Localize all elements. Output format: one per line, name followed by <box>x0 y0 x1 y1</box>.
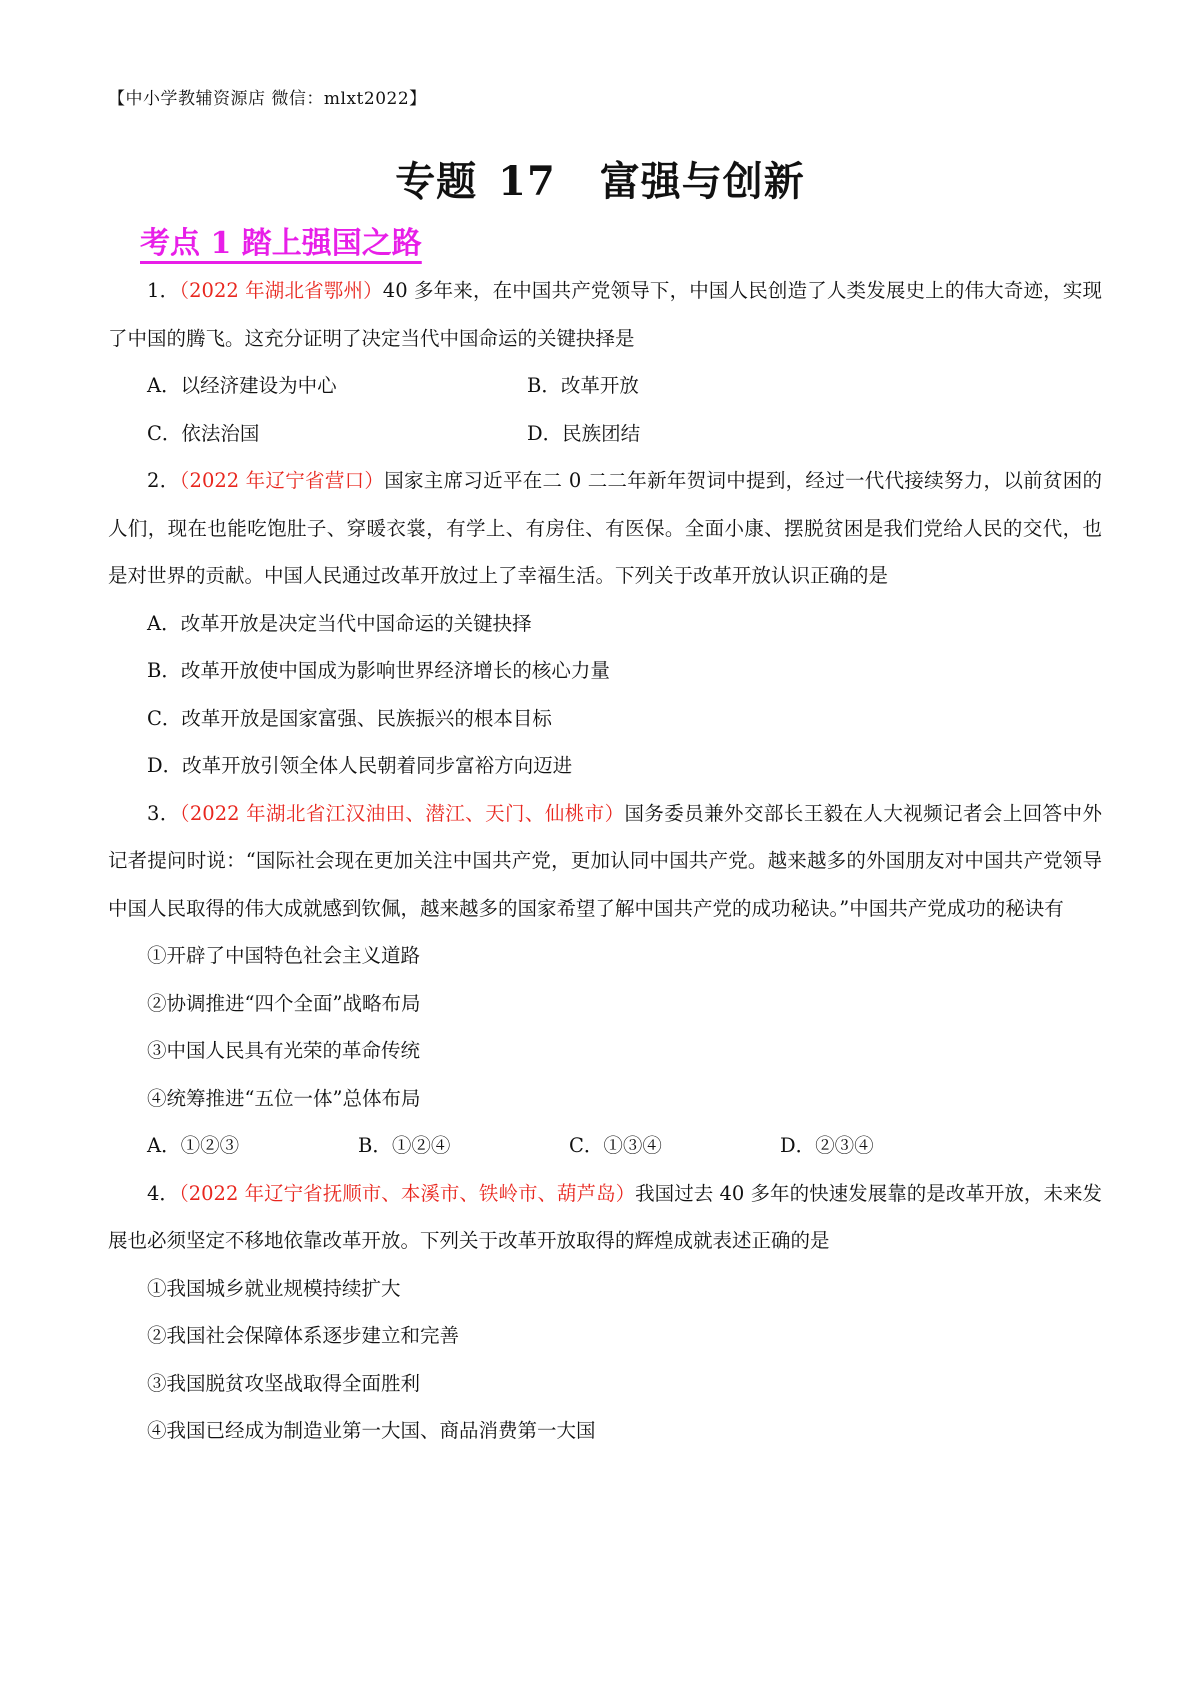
option-c[interactable]: C．依法治国 <box>147 421 260 445</box>
title-prefix: 专题 <box>395 158 478 205</box>
statement-item: ③中国人民具有光荣的革命传统 <box>147 1039 421 1062</box>
statement-item: ④我国已经成为制造业第一大国、商品消费第一大国 <box>147 1419 596 1442</box>
page-title <box>0 150 1200 207</box>
question-source: （2022 年辽宁省抚顺市、本溪市、铁岭市、葫芦岛） <box>178 1181 636 1205</box>
question-number: 2． <box>147 469 180 492</box>
statement-item: ①我国城乡就业规模持续扩大 <box>147 1276 401 1300</box>
option-a[interactable]: A．以经济建设为中心 <box>147 374 337 397</box>
question-text: 40 多年来，在中国共产党领导下，中国人民创造了人类发展史上的伟大奇迹，实现了中国的腾飞。这充分证明了决定当代中国命运的关键抉择是 <box>108 279 1102 350</box>
question-source: （2022 年湖北省江汉油田、潜江、天门、仙桃市） <box>179 801 625 825</box>
question-number: 4． <box>147 1181 179 1205</box>
question-stem <box>108 1170 1102 1265</box>
option-c[interactable]: C．改革开放是国家富强、民族振兴的根本目标 <box>147 706 552 730</box>
statement-item: ①开辟了中国特色社会主义道路 <box>147 944 421 967</box>
question-source: （2022 年湖北省鄂州） <box>179 279 383 302</box>
question-text: 国家主席习近平在二 0 二二年新年贺词中提到，经过一代代接续努力，以前贫困的人们，现在也能吃饱肚子、穿暖衣裳，有学上、有房住、有医保。全面小康、摆脱贫困是我们党给人民的交代，也是对世界的贡献。中国人民通过改革开放过上了幸福生活。下列关于改革开放认识正确的是 <box>108 469 1102 587</box>
option-c[interactable]: C．①③④ <box>569 1134 662 1157</box>
option-row <box>108 362 1102 410</box>
header-note: 【中小学教辅资源店 微信：mlxt2022】 <box>108 89 427 109</box>
option-a[interactable]: A．改革开放是决定当代中国命运的关键抉择 <box>147 611 532 635</box>
option-row <box>108 410 1102 458</box>
title-number: 17 <box>498 158 556 205</box>
question-number: 1． <box>147 279 180 302</box>
question-2 <box>108 457 1102 790</box>
option-b[interactable]: B．改革开放使中国成为影响世界经济增长的核心力量 <box>147 659 610 682</box>
question-1 <box>108 267 1102 457</box>
statement-item: ④统筹推进“五位一体”总体布局 <box>147 1086 421 1110</box>
option-d[interactable]: D．改革开放引领全体人民朝着同步富裕方向迈进 <box>147 754 573 777</box>
section-heading: 考点 1 踏上强国之路 <box>140 226 422 261</box>
question-source: （2022 年辽宁省营口） <box>179 469 385 492</box>
question-text: 我国过去 40 多年的快速发展靠的是改革开放，未来发展也必须坚定不移地依靠改革开放。下列关于改革开放取得的辉煌成就表述正确的是 <box>108 1181 1102 1252</box>
question-text: 国务委员兼外交部长王毅在人大视频记者会上回答中外记者提问时说：“国际社会现在更加关注中国共产党，更加认同中国共产党。越来越多的外国朋友对中国共产党领导中国人民取得的伟大成就感到钦佩，越来越多的国家希望了解中国共产党的成功秘诀。”中国共产党成功的秘诀有 <box>108 801 1102 920</box>
title-text: 富强与创新 <box>599 158 805 205</box>
question-3 <box>108 790 1102 1170</box>
option-d[interactable]: D．②③④ <box>780 1134 874 1157</box>
question-4 <box>108 1170 1102 1455</box>
question-number: 3． <box>147 801 180 825</box>
option-b[interactable]: B．①②④ <box>358 1134 451 1157</box>
option-b[interactable]: B．改革开放 <box>527 374 639 397</box>
question-stem <box>108 267 1102 362</box>
statement-item: ②我国社会保障体系逐步建立和完善 <box>147 1324 460 1347</box>
statement-item: ②协调推进“四个全面”战略布局 <box>147 991 421 1015</box>
option-a[interactable]: A．①②③ <box>147 1134 240 1157</box>
option-row <box>108 1122 1102 1170</box>
option-d[interactable]: D．民族团结 <box>527 421 641 445</box>
question-stem <box>108 457 1102 600</box>
question-list <box>108 267 1102 1455</box>
statement-item: ③我国脱贫攻坚战取得全面胜利 <box>147 1371 421 1395</box>
question-stem <box>108 790 1102 933</box>
